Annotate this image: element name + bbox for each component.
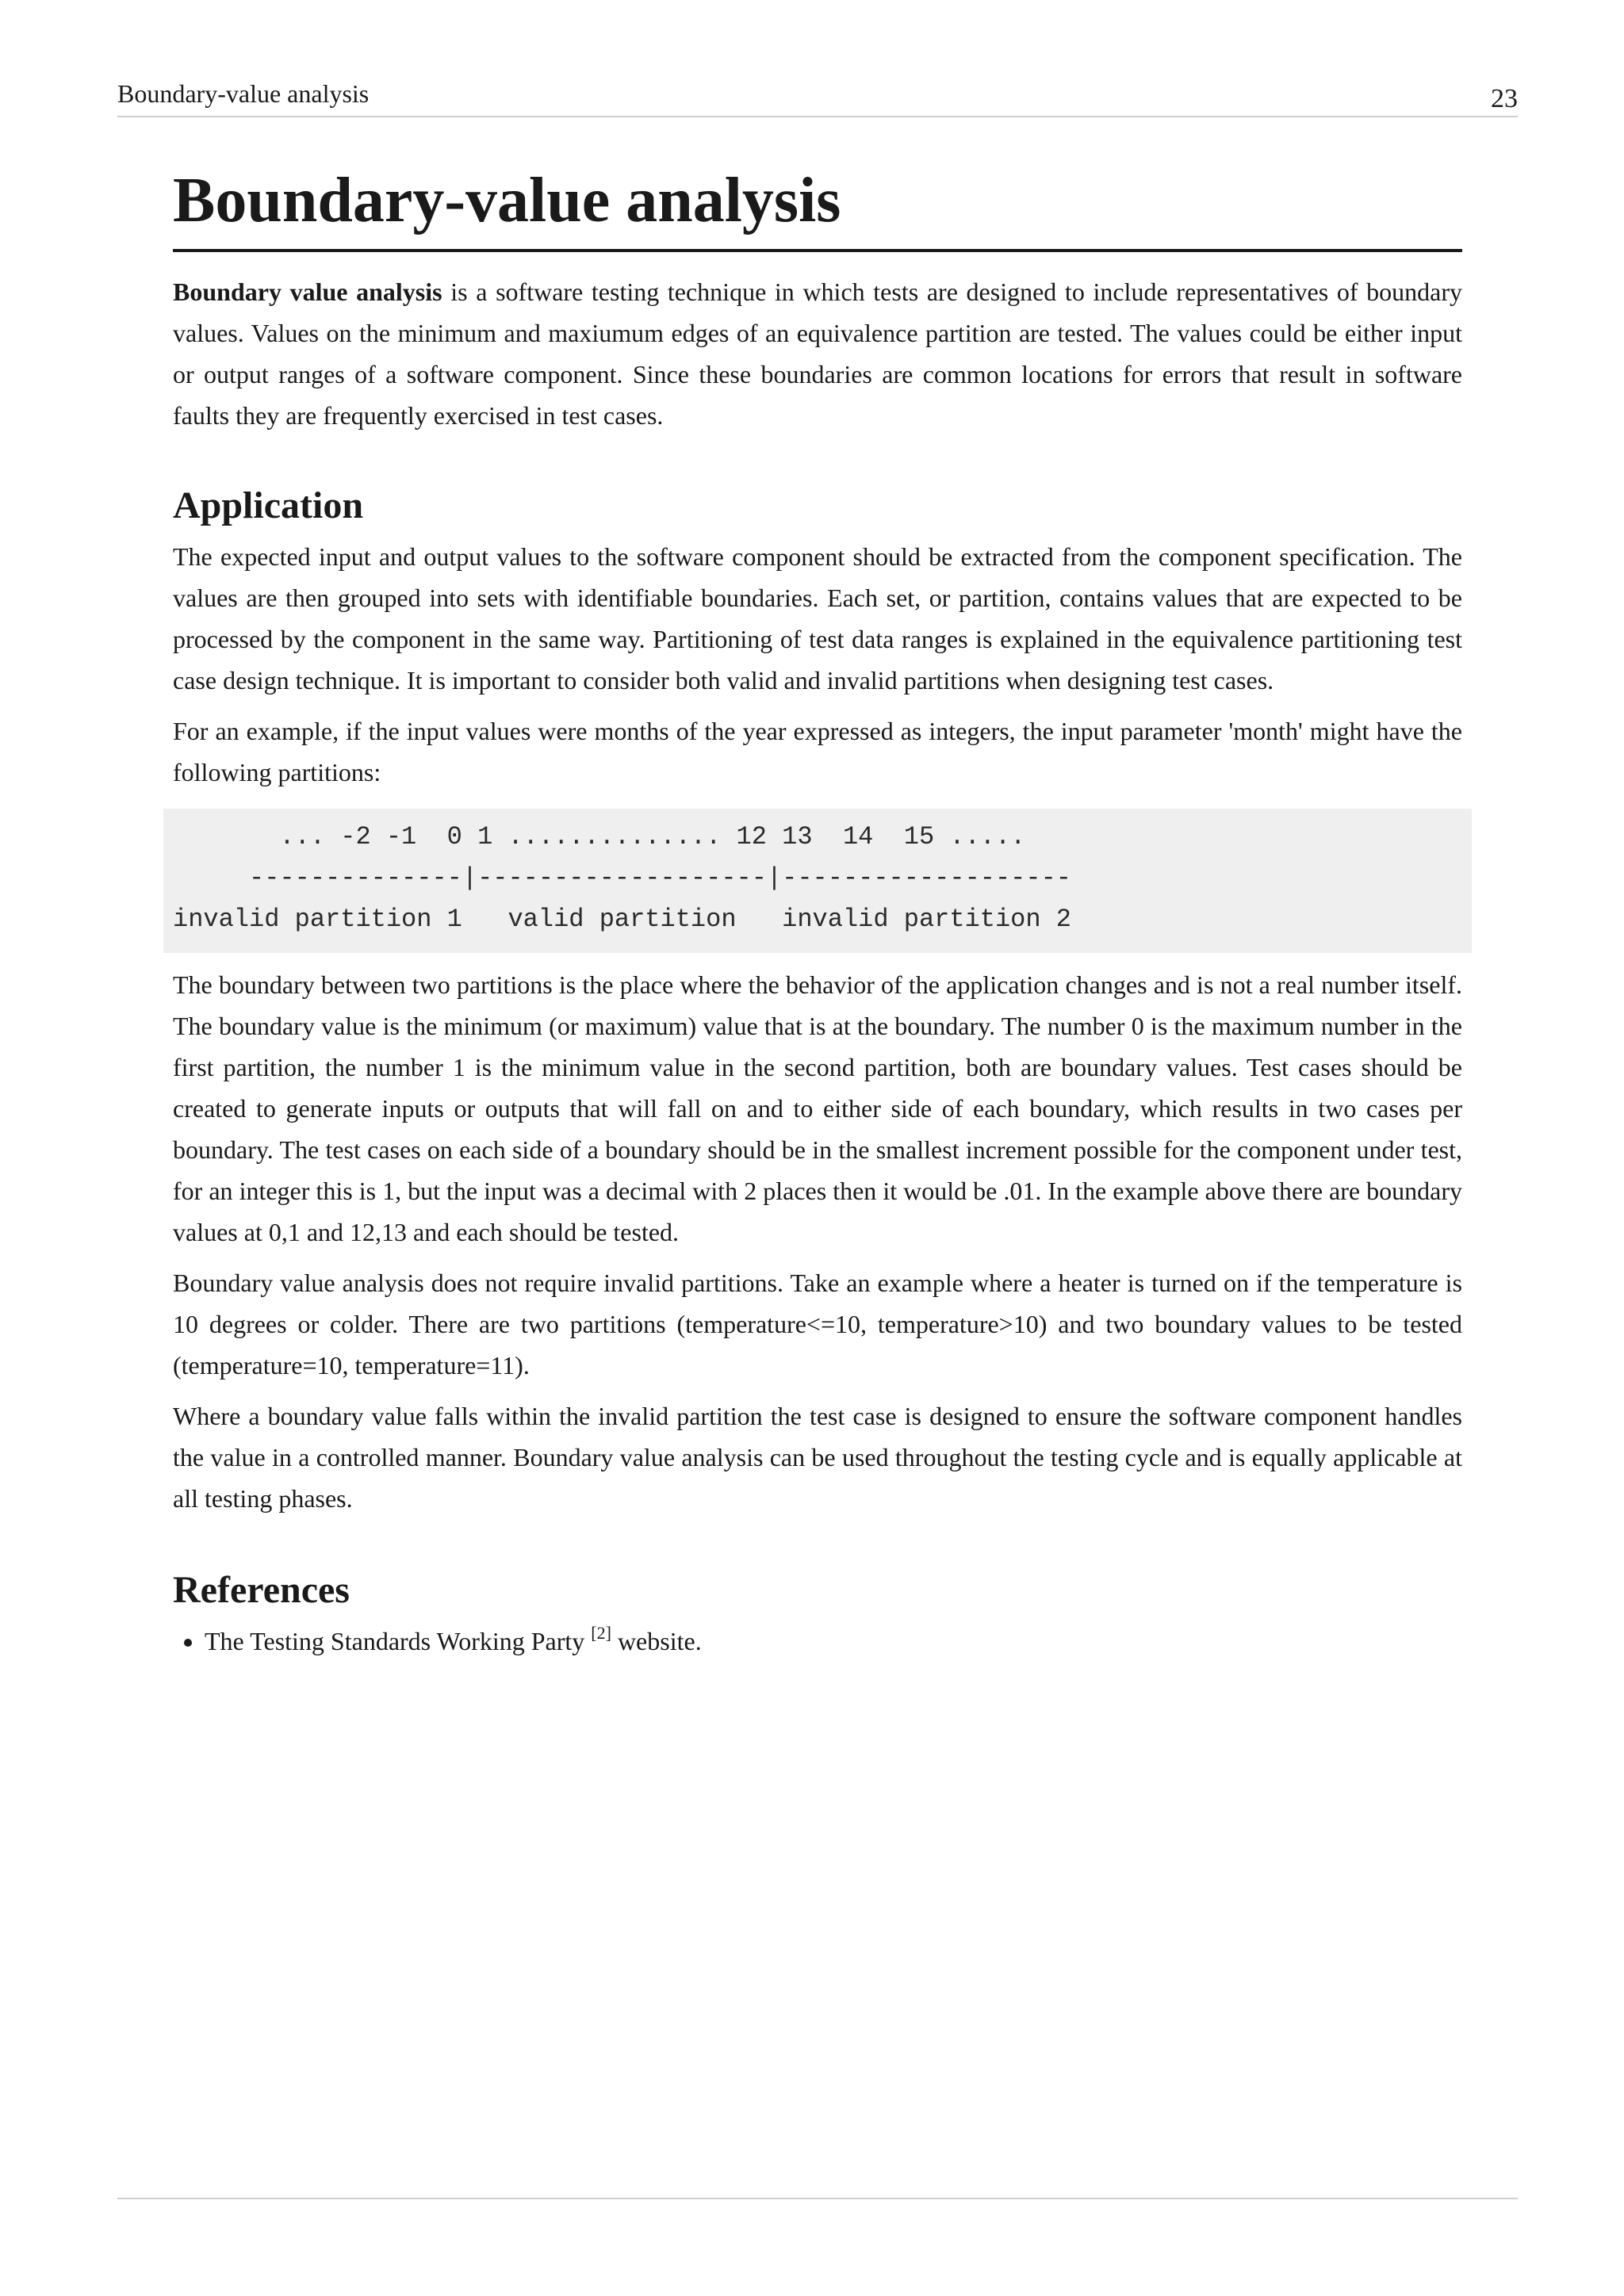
intro-paragraph [173,271,1462,436]
section-heading-references: References [173,1569,350,1611]
partition-code-block: ... -2 -1 0 1 .............. 12 13 14 15 ..... --------------|-------------------|------------------- invalid partition 1 valid partition invalid partition 2 [163,809,1472,953]
footer-divider [117,2198,1518,2199]
application-paragraph-1: The expected input and output values to the software component should be extracted from the component specification. The values are then grouped into sets with identifiable boundaries. Each set, or partition, contains values that are expected to be processed by the component in the same way. Partitioning of test data ranges is explained in the equivalence partitioning test case design technique. It is important to consider both valid and invalid partitions when designing test cases. [173,542,1462,695]
application-paragraph-3: The boundary between two partitions is the place where the behavior of the application changes and is not a real number itself. The boundary value is the minimum (or maximum) value that is at the boundary. The number 0 is the maximum number in the first partition, the number 1 is the minimum value in the second partition, both are boundary values. Test cases should be created to generate inputs or outputs that will fall on and to either side of each boundary, which results in two cases per boundary. The test cases on each side of a boundary should be in the smallest increment possible for the component under test, for an integer this is 1, but the input was a decimal with 2 places then it would be .01. In the example above there are boundary values at 0,1 and 12,13 and each should be tested. [173,970,1462,1246]
references-list [173,1621,1462,1662]
article-body [173,159,1462,1662]
reference-link[interactable]: [2] [591,1623,611,1643]
application-paragraph-5: Where a boundary value falls within the invalid partition the test case is designed to ensure the software component handles the value in a controlled manner. Boundary value analysis can be used throughout the testing cycle and is equally applicable at all testing phases. [173,1402,1462,1513]
running-header-title: Boundary-value analysis [117,79,370,108]
application-paragraph-4: Boundary value analysis does not require invalid partitions. Take an example where a heater is turned on if the temperature is 10 degrees or colder. There are two partitions (temperature<=10, temperature>10) and two boundary values to be tested (temperature=10, temperature=11). [173,1269,1462,1380]
section-heading-application: Application [173,484,364,526]
intro-term: Boundary value analysis [173,277,442,306]
reference-text-end: website. [611,1627,702,1655]
article-title: Boundary-value analysis [173,159,1462,252]
running-header [117,76,1518,117]
reference-text: The Testing Standards Working Party [205,1627,592,1655]
reference-item [205,1621,1462,1662]
page-number: 23 [1491,84,1518,113]
intro-text: is a software testing technique in which tests are designed to include representatives of boundary values. Values on the minimum and maxiumum edges of an equivalence partition are tested. The values could be either input or output ranges of a software component. Since these boundaries are common locations for errors that result in software faults they are frequently exercised in test cases. [173,277,1463,430]
application-paragraph-2: For an example, if the input values were months of the year expressed as integers, the input parameter 'month' might have the following partitions: [173,717,1462,786]
